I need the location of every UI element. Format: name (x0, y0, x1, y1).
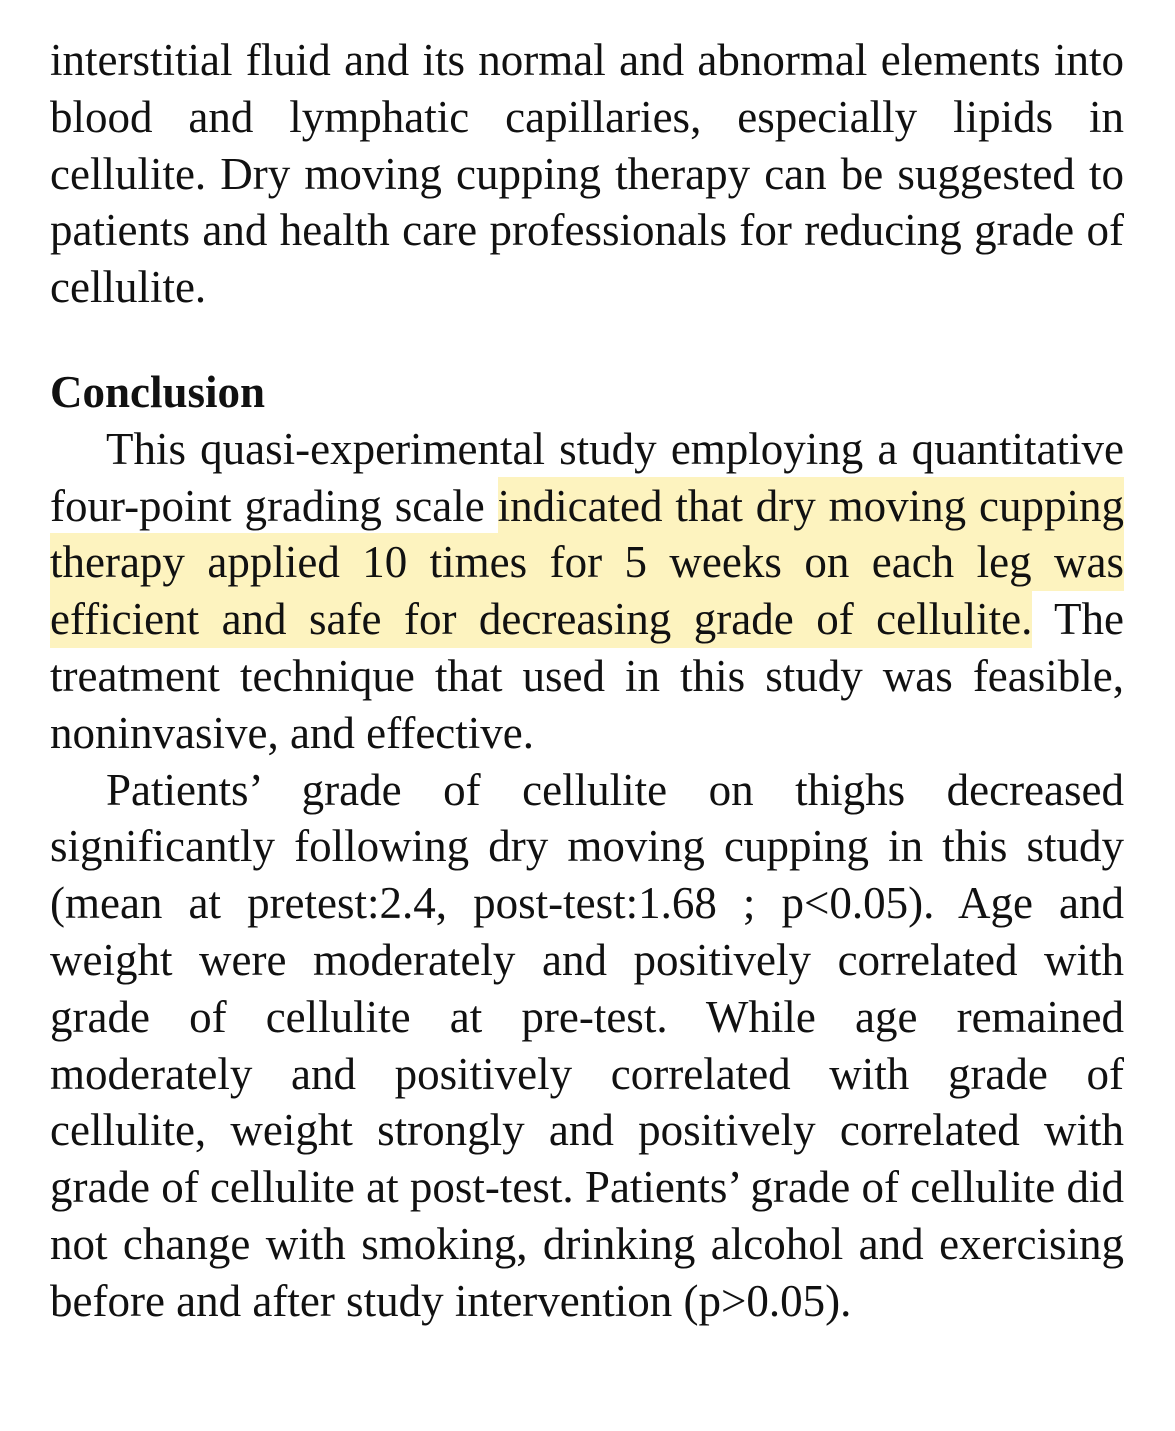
conclusion-paragraph-1-tail: The treatment technique that used in this study was feasible, noninvasive, and effective. (50, 594, 1124, 758)
conclusion-paragraph-1-lead: This quasi-experimental study employing a quantitative four-point grading scale (50, 423, 1124, 531)
document-page (50, 32, 1124, 1330)
continuation-paragraph: interstitial fluid and its normal and abnormal elements into blood and lymphatic capillaries, especially lipids in cellulite. Dry moving cupping therapy can be suggested to patients and health care professionals for reducing grade of cellulite. (50, 35, 1124, 313)
section-heading-conclusion: Conclusion (50, 366, 266, 417)
conclusion-paragraph-2: Patients’ grade of cellulite on thighs decreased significantly following dry moving cupping in this study (mean at pretest:2.4, post-test:1.68 ; p<0.05). Age and weight were moderately and positively correlated with grade of cellulite at pre-test. While age remained moderately and positively correlated with grade of cellulite, weight strongly and positively correlated with grade of cellulite at post-test. Patients’ grade of cellulite did not change with smoking, drinking alcohol and exercising before and after study intervention (p>0.05). (50, 764, 1124, 1326)
conclusion-paragraph-1 (50, 421, 1124, 762)
highlighted-text[interactable]: indicated that dry moving cupping therapy applied 10 times for 5 weeks on each leg was efficient and safe for decreasing grade of cellulite. (50, 477, 1124, 649)
